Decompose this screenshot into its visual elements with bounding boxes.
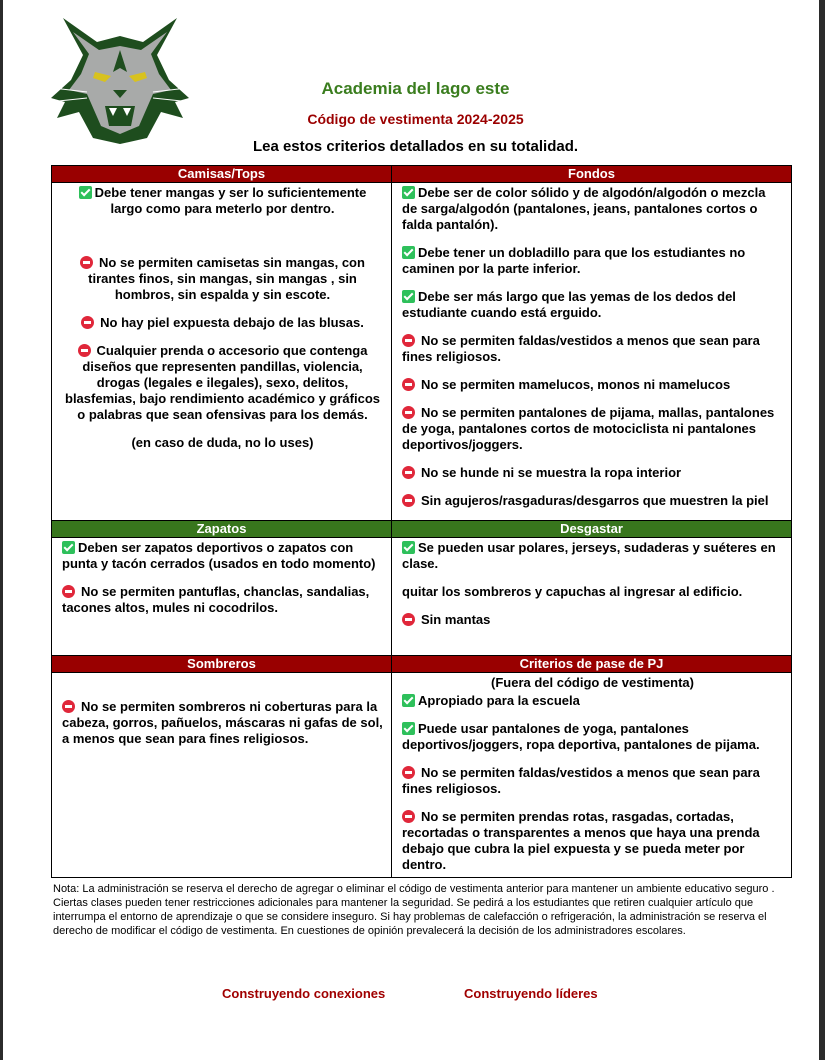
check-icon bbox=[79, 186, 92, 199]
check-icon bbox=[402, 694, 415, 707]
no-entry-icon bbox=[62, 585, 75, 598]
list-item: No se hunde ni se muestra la ropa interior bbox=[402, 465, 783, 481]
section-fondos bbox=[392, 183, 792, 521]
list-item: Puede usar pantalones de yoga, pantalones deportivos/joggers, ropa deportiva, pantalones de pijama. bbox=[402, 721, 760, 752]
list-item: No se permiten pantalones de pijama, mallas, pantalones de yoga, pantalones cortos de motociclista ni pantalones deportivos/joggers. bbox=[402, 405, 775, 452]
check-icon bbox=[62, 541, 75, 554]
list-item: Apropiado para la escuela bbox=[402, 693, 783, 709]
list-item: Debe tener un dobladillo para que los estudiantes no caminen por la parte inferior. bbox=[402, 245, 746, 276]
instruction-text: Lea estos criterios detallados en su totalidad. bbox=[252, 138, 579, 155]
section-pj bbox=[392, 673, 792, 878]
list-item: quitar los sombreros y capuchas al ingresar al edificio. bbox=[402, 584, 743, 599]
no-entry-icon bbox=[402, 613, 415, 626]
list-item: No hay piel expuesta debajo de las blusas. bbox=[62, 315, 383, 331]
list-item: Deben ser zapatos deportivos o zapatos con punta y tacón cerrados (usados en todo momento) bbox=[62, 540, 376, 571]
list-item: No se permiten faldas/vestidos a menos que sean para fines religiosos. bbox=[402, 333, 760, 364]
list-item: No se permiten faldas/vestidos a menos que sean para fines religiosos. bbox=[402, 765, 760, 796]
list-item: Cualquier prenda o accesorio que contenga diseños que representen pandillas, violencia, drogas (legales e ilegales), sexo, delitos, blasfemias, bajo rendimiento académico y gráficos o palabras que sean ofensivas para los demás. bbox=[65, 343, 380, 422]
dress-code-table bbox=[51, 165, 792, 878]
section-header-fondos: Fondos bbox=[392, 166, 792, 183]
check-icon bbox=[402, 541, 415, 554]
check-icon bbox=[402, 290, 415, 303]
section-sombreros bbox=[52, 673, 392, 878]
list-item: No se permiten pantuflas, chanclas, sandalias, tacones altos, mules ni cocodrilos. bbox=[62, 584, 370, 615]
no-entry-icon bbox=[80, 256, 93, 269]
section-desgastar bbox=[392, 538, 792, 656]
slogan-leaders: Construyendo líderes bbox=[464, 986, 598, 1001]
no-entry-icon bbox=[402, 766, 415, 779]
list-item: (en caso de duda, no lo uses) bbox=[131, 435, 314, 450]
section-zapatos bbox=[52, 538, 392, 656]
slogan-connections: Construyendo conexiones bbox=[222, 986, 386, 1001]
list-item: Se pueden usar polares, jerseys, sudaderas y suéteres en clase. bbox=[402, 540, 776, 571]
no-entry-icon bbox=[62, 700, 75, 713]
section-camisas bbox=[52, 183, 392, 521]
check-icon bbox=[402, 246, 415, 259]
check-icon bbox=[402, 186, 415, 199]
pj-subtitle: (Fuera del código de vestimenta) bbox=[491, 675, 694, 690]
no-entry-icon bbox=[78, 344, 91, 357]
no-entry-icon bbox=[81, 316, 94, 329]
school-name: Academia del lago este bbox=[321, 79, 510, 98]
administration-note: Nota: La administración se reserva el derecho de agregar o eliminar el código de vestimenta anterior para mantener un ambiente educativo seguro . Ciertas clases pueden tener restricciones adicionales para mantener la seguridad. Se pedirá a los estudiantes que retiren cualquier artículo que interrumpa el entorno de aprendizaje o que se considere inseguro. Si hay problemas de calefacción o refrigeración, la administración se reserva el derecho de modificar el código de vestimenta. En cuestiones de opinión prevalecerá la decisión de los administradores escolares. bbox=[53, 883, 775, 937]
no-entry-icon bbox=[402, 466, 415, 479]
no-entry-icon bbox=[402, 406, 415, 419]
list-item: No se permiten sombreros ni coberturas para la cabeza, gorros, pañuelos, máscaras ni gafas de sol, a menos que sean para fines religiosos. bbox=[62, 699, 383, 746]
list-item: Sin agujeros/rasgaduras/desgarros que muestren la piel bbox=[402, 493, 783, 509]
section-header-desgastar: Desgastar bbox=[392, 521, 792, 538]
document-title: Código de vestimenta 2024-2025 bbox=[307, 111, 524, 127]
no-entry-icon bbox=[402, 494, 415, 507]
list-item: No se permiten mamelucos, monos ni mamelucos bbox=[402, 377, 783, 393]
no-entry-icon bbox=[402, 378, 415, 391]
section-header-sombreros: Sombreros bbox=[52, 656, 392, 673]
list-item: Debe ser más largo que las yemas de los dedos del estudiante cuando está erguido. bbox=[402, 289, 736, 320]
check-icon bbox=[402, 722, 415, 735]
document-page bbox=[3, 0, 819, 1060]
section-header-camisas: Camisas/Tops bbox=[52, 166, 392, 183]
list-item: No se permiten camisetas sin mangas, con tirantes finos, sin mangas, sin mangas , sin hombros, sin espalda y sin escote. bbox=[62, 255, 383, 303]
no-entry-icon bbox=[402, 334, 415, 347]
list-item: No se permiten prendas rotas, rasgadas, cortadas, recortadas o transparentes a menos que haya una prenda debajo que cubra la piel expuesta y se pueda meter por dentro. bbox=[402, 809, 760, 872]
section-header-pj: Criterios de pase de PJ bbox=[392, 656, 792, 673]
section-header-zapatos: Zapatos bbox=[52, 521, 392, 538]
no-entry-icon bbox=[402, 810, 415, 823]
list-item: Debe ser de color sólido y de algodón/algodón o mezcla de sarga/algodón (pantalones, jeans, pantalones cortos o falda pantalón). bbox=[402, 185, 766, 232]
list-item: Debe tener mangas y ser lo suficientemente largo como para meterlo por dentro. bbox=[62, 185, 383, 217]
list-item: Sin mantas bbox=[402, 612, 783, 628]
